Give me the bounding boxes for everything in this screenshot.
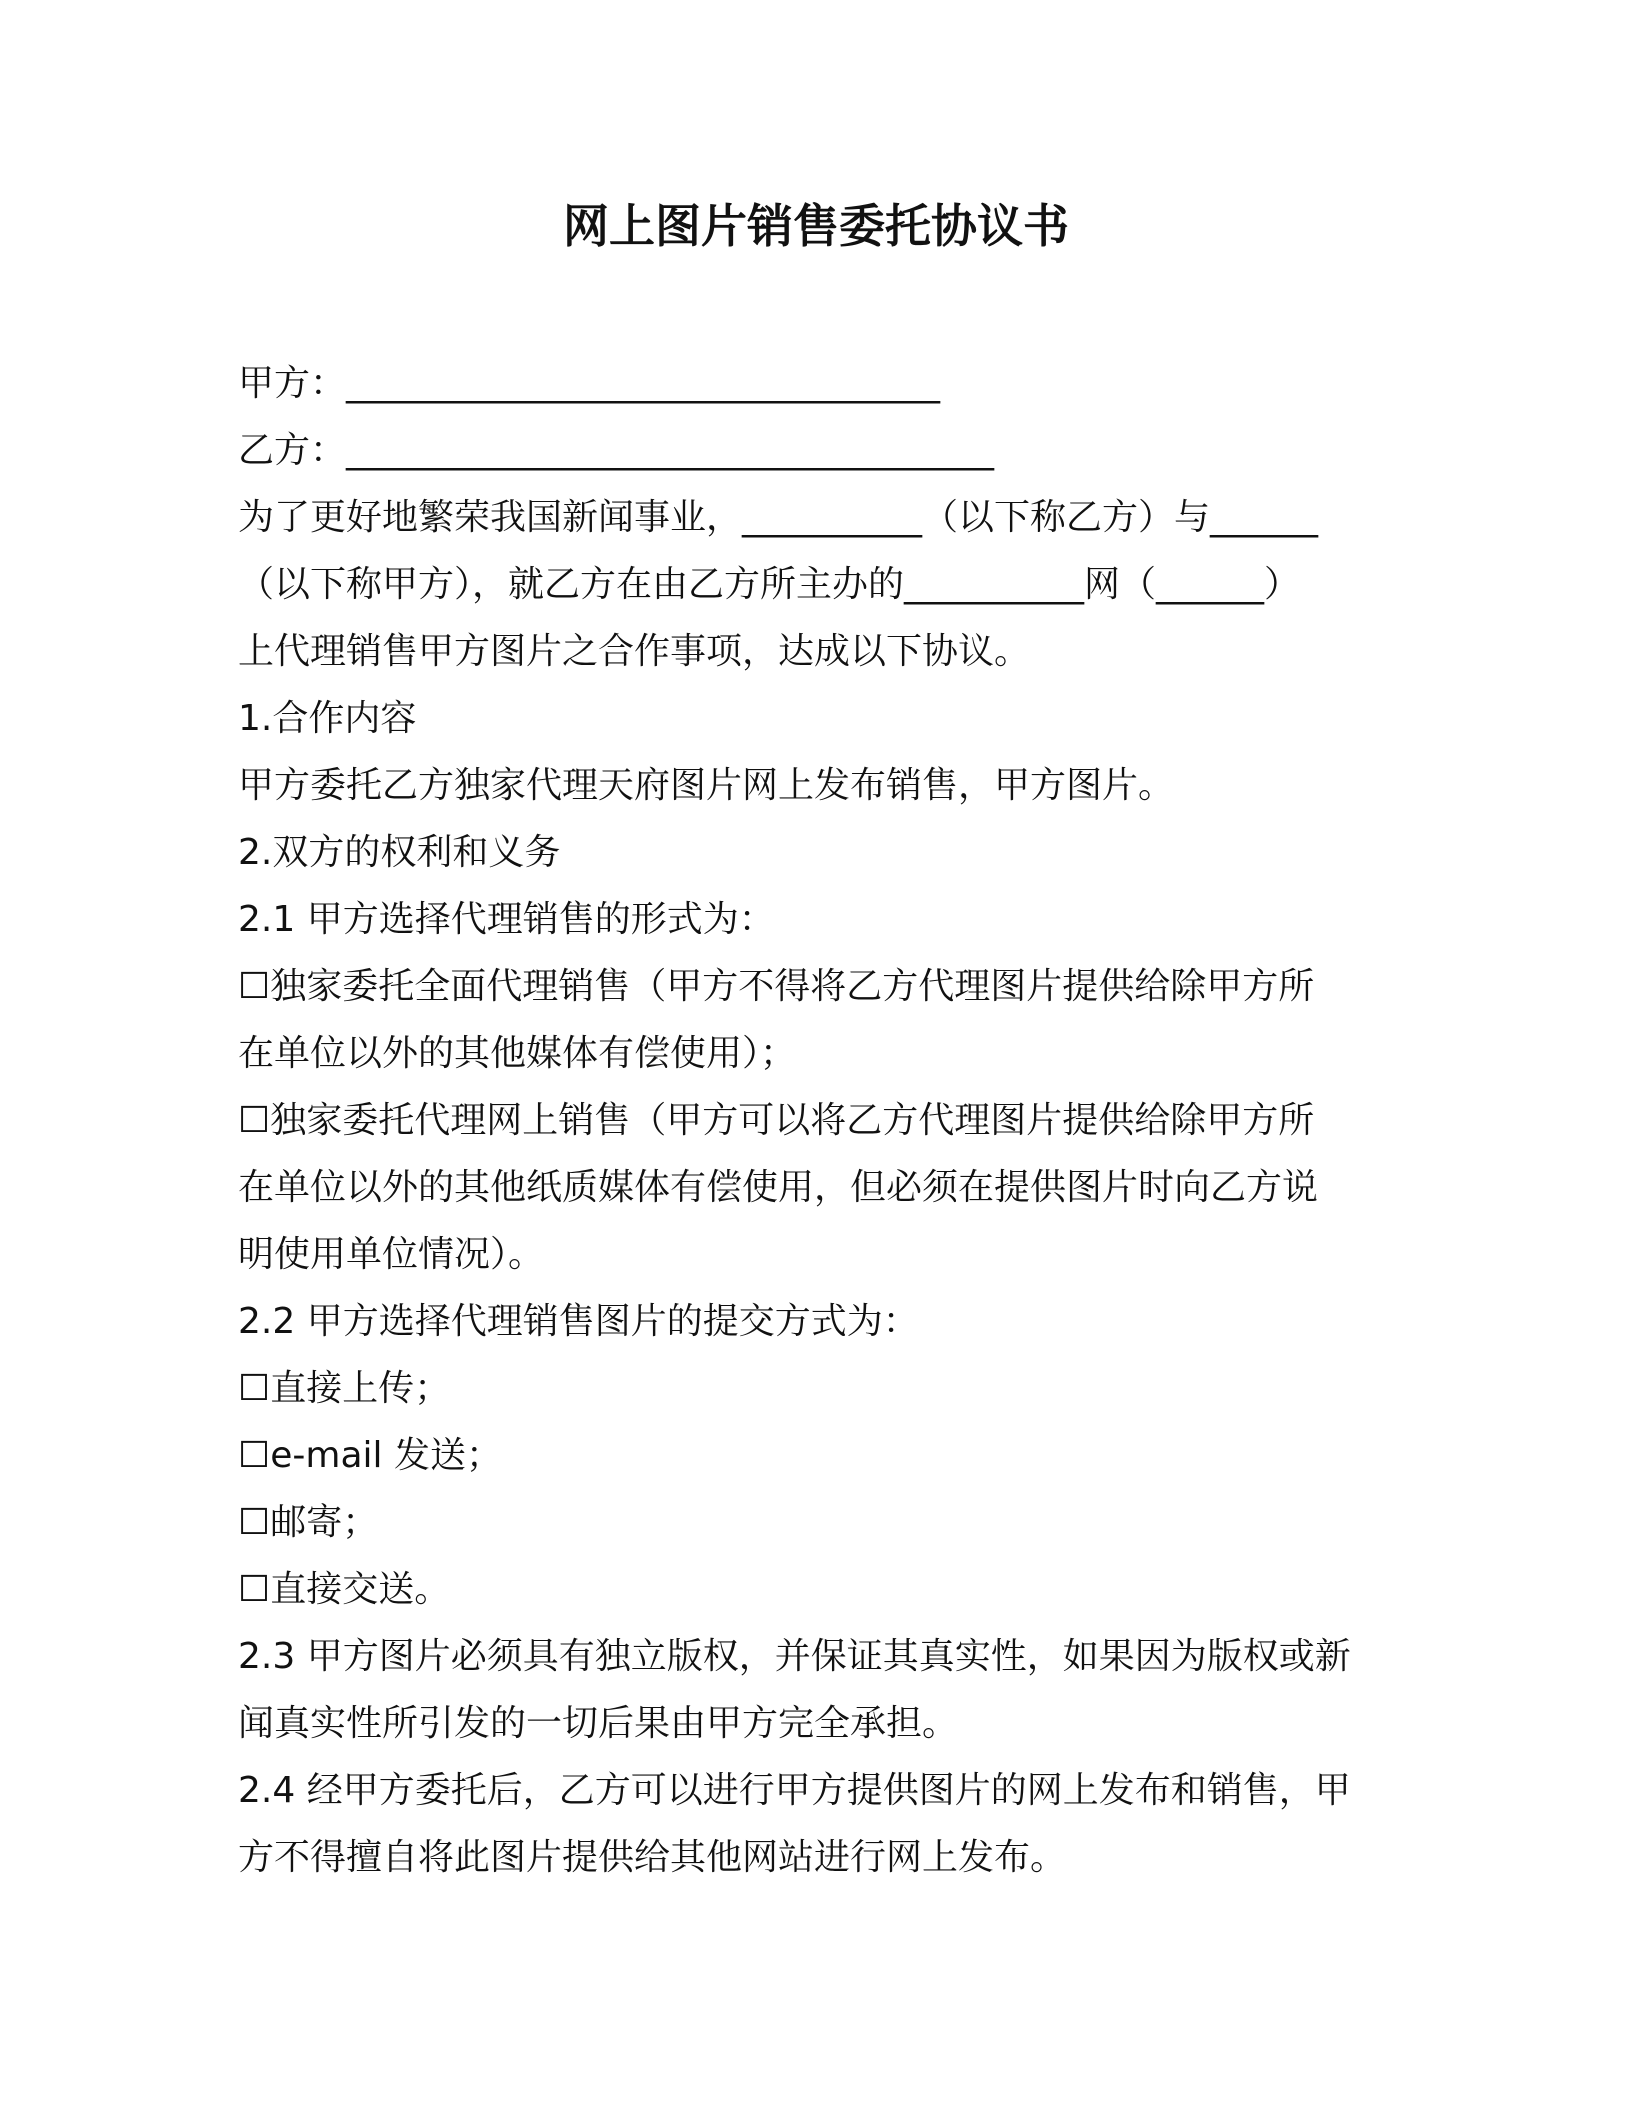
checkbox-option-line: ☐直接交送。 [238, 1569, 451, 1610]
checkbox-option-line: ☐邮寄； [238, 1502, 379, 1543]
checkbox-option-line: ☐独家委托代理网上销售（甲方可以将乙方代理图片提供给除甲方所 [238, 1100, 1315, 1141]
section-heading: 2.双方的权利和义务 [238, 832, 561, 873]
checkbox-option-line: ☐独家委托全面代理销售（甲方不得将乙方代理图片提供给除甲方所 [238, 966, 1315, 1007]
checkbox-option-line: 在单位以外的其他媒体有偿使用）； [238, 1033, 797, 1074]
party-b-line: 乙方：____________________________________ [238, 430, 995, 471]
clause-line: 2.2 甲方选择代理销售图片的提交方式为： [238, 1301, 919, 1342]
clause-line: 方不得擅自将此图片提供给其他网站进行网上发布。 [238, 1837, 1067, 1878]
intro-line: （以下称甲方），就乙方在由乙方所主办的__________网（______） [238, 564, 1301, 605]
clause-line: 2.3 甲方图片必须具有独立版权，并保证其真实性，如果因为版权或新 [238, 1636, 1351, 1677]
checkbox-option-line: 明使用单位情况）。 [238, 1234, 545, 1275]
checkbox-option-line: ☐直接上传； [238, 1368, 451, 1409]
document-title: 网上图片销售委托协议书 [563, 199, 1069, 253]
document-body [238, 350, 1398, 1891]
clause-line: 2.1 甲方选择代理销售的形式为： [238, 899, 775, 940]
clause-line: 2.4 经甲方委托后，乙方可以进行甲方提供图片的网上发布和销售，甲 [238, 1770, 1351, 1811]
checkbox-option-line: 在单位以外的其他纸质媒体有偿使用，但必须在提供图片时向乙方说 [238, 1167, 1319, 1208]
checkbox-option-line: ☐e-mail 发送； [238, 1435, 502, 1476]
paragraph-line: 甲方委托乙方独家代理天府图片网上发布销售，甲方图片。 [238, 765, 1175, 806]
intro-line: 为了更好地繁荣我国新闻事业，__________（以下称乙方）与______ [238, 497, 1319, 538]
section-heading: 1.合作内容 [238, 698, 417, 739]
party-a-line: 甲方：_________________________________ [238, 363, 941, 404]
clause-line: 闻真实性所引发的一切后果由甲方完全承担。 [238, 1703, 959, 1744]
intro-line: 上代理销售甲方图片之合作事项，达成以下协议。 [238, 631, 1031, 672]
